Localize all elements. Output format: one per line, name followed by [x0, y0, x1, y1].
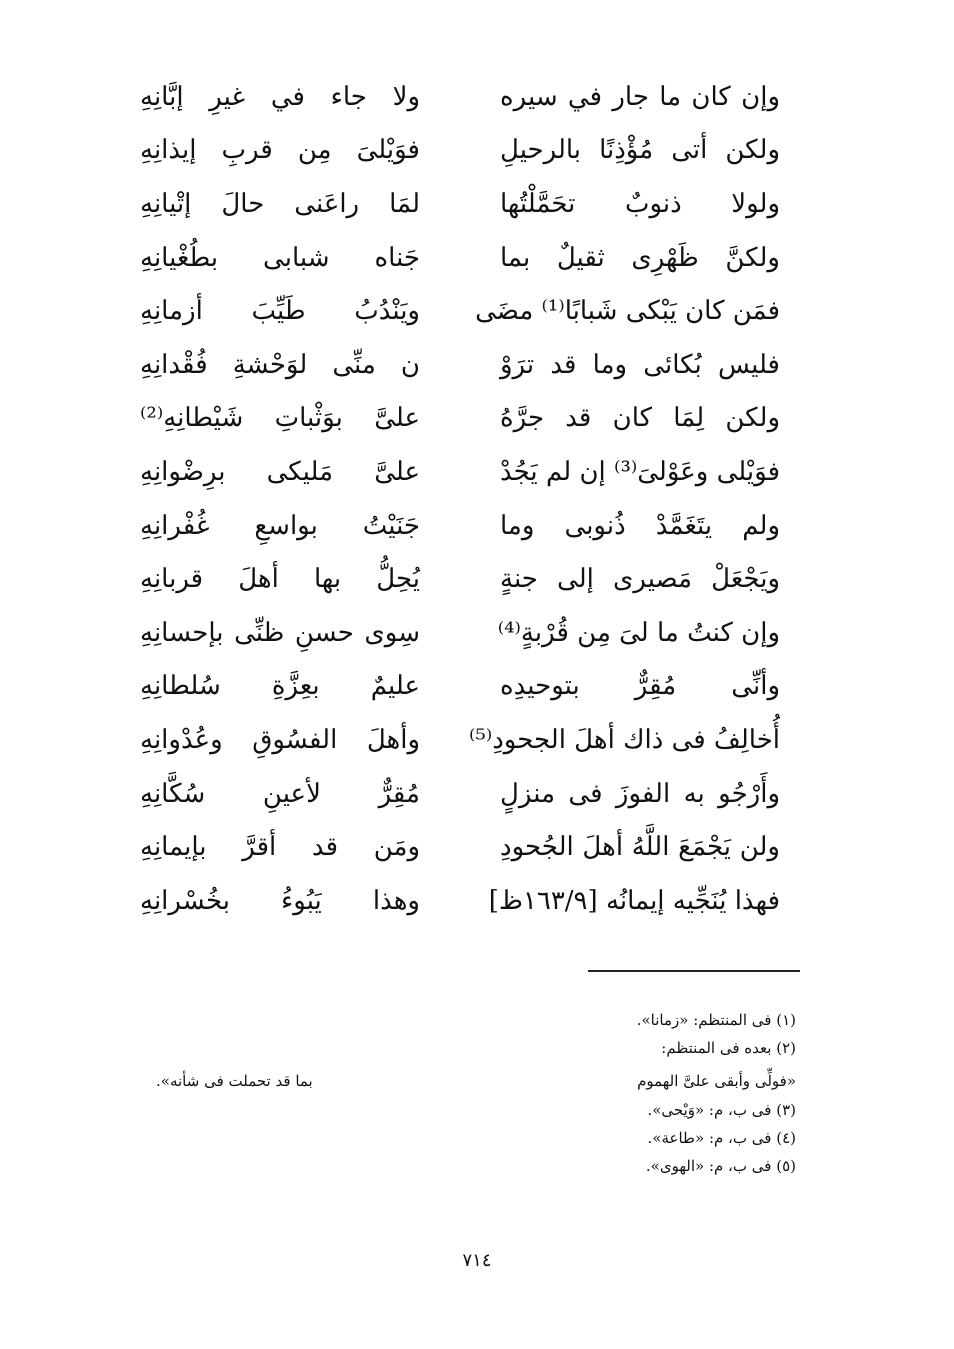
verse-right-hemistich: ويَجْعَلْ مَصيرى إلى جنةٍ: [500, 564, 780, 595]
verse-line: [140, 606, 780, 660]
verse-left-hemistich: يُحِلُّ بها أهلَ قربانِهِ: [140, 564, 420, 595]
poem-verses: [140, 70, 780, 928]
verse-line: [140, 338, 780, 392]
verse-left-hemistich: فوَيْلىَ مِن قربِ إيذانِهِ: [140, 135, 420, 166]
footnotes: [136, 1008, 796, 1182]
verse-right-hemistich: وأنِّى مُقِرٌّ بتوحيدِه: [500, 671, 780, 702]
verse-left-hemistich: علىَّ مَليكى برِضْوانِهِ: [140, 456, 420, 487]
verse-left-hemistich: ويَنْدُبُ طَيِّبَ أزمانِهِ: [140, 296, 420, 327]
verse-right-hemistich: أُخالِفُ فى ذاك أهلَ الجحودِ⁽⁵⁾: [468, 724, 780, 755]
verse-right-hemistich: ولم يتَغَمَّدْ ذُنوبى وما: [500, 510, 780, 541]
verse-left-hemistich: جَنَيْتُ بواسعِ غُفْرانِهِ: [140, 510, 420, 541]
verse-line: [140, 284, 780, 338]
verse-line: [140, 874, 780, 928]
verse-left-hemistich: ن منِّى لوَحْشةِ فُقْدانِهِ: [140, 349, 420, 380]
verse-right-hemistich: وأَرْجُو به الفوزَ فى منزلٍ: [500, 778, 780, 809]
footnote-1: (١) فى المنتظم: «زمانا».: [636, 1011, 796, 1029]
verse-line: [140, 445, 780, 499]
verse-line: [140, 70, 780, 124]
verse-left-hemistich: ومَن قد أقرَّ بإيمانِهِ: [140, 832, 420, 863]
verse-left-hemistich: لمَا راعَنى حالَ إتْيانِهِ: [140, 188, 420, 219]
verse-right-hemistich: فمَن كان يَبْكى شَبابًا⁽¹⁾ مضَى: [475, 296, 780, 327]
verse-right-hemistich: ولكنَّ ظَهْرِى ثقيلٌ بما: [500, 242, 780, 273]
verse-right-hemistich: ولولا ذنوبٌ تحَمَّلْتُها: [500, 188, 780, 219]
verse-line: [140, 177, 780, 231]
verse-line: [140, 767, 780, 821]
verse-left-hemistich: جَناه شبابى بطُغْيانِهِ: [140, 242, 420, 273]
verse-right-hemistich: فليس بُكائى وما قد ترَوْ: [500, 349, 780, 380]
footnote-3: (٣) فى ب، م: «وَيْحى».: [647, 1101, 796, 1119]
verse-right-hemistich: وإن كان ما جار في سيره: [500, 81, 780, 112]
verse-line: [140, 552, 780, 606]
footnote-2-quoted-verse: [156, 1064, 796, 1098]
footnote-4: (٤) فى ب، م: «طاعة».: [647, 1129, 796, 1147]
verse-right-hemistich: وإن كنتُ ما لىَ مِن قُرْبةٍ⁽⁴⁾: [497, 617, 780, 648]
verse-line: [140, 231, 780, 285]
verse-line: [140, 124, 780, 178]
verse-right-hemistich: فهذا يُنَجِّيه إيمانُه [١٦٣/٩ظ]: [488, 885, 780, 916]
verse-left-hemistich: مُقِرٌّ لأعينِ سُكَّانِهِ: [140, 778, 420, 809]
verse-left-hemistich: ولا جاء في غيرِ إبَّانِهِ: [140, 81, 420, 112]
footnote-5: (٥) فى ب، م: «الهوى».: [645, 1157, 796, 1175]
verse-line: [140, 499, 780, 553]
footnote-2-quote-first-hemistich: «فولِّى وأبقى علىَّ الهموم: [637, 1072, 796, 1090]
page-number: ٧١٤: [462, 1250, 492, 1271]
verse-left-hemistich: وهذا يَبُوءُ بخُسْرانِهِ: [140, 885, 420, 916]
verse-left-hemistich: علىَّ بوَثْباتِ شَيْطانِهِ⁽²⁾: [140, 403, 420, 434]
verse-right-hemistich: ولكن أتى مُؤْذِنًا بالرحيلِ: [500, 135, 780, 166]
verse-line: [140, 713, 780, 767]
verse-left-hemistich: عليمٌ بعِزَّةِ سُلطانِهِ: [140, 671, 420, 702]
footnote-2: (٢) بعده فى المنتظم:: [661, 1039, 796, 1057]
verse-right-hemistich: ولن يَجْمَعَ اللَّهُ أهلَ الجُحودِ: [500, 832, 780, 863]
verse-left-hemistich: سِوى حسنِ ظنِّى بإحسانِهِ: [140, 617, 420, 648]
footnote-divider: [588, 970, 800, 972]
verse-line: [140, 660, 780, 714]
verse-line: [140, 392, 780, 446]
verse-right-hemistich: ولكن لِمَا كان قد جرَّهُ: [500, 403, 780, 434]
verse-left-hemistich: وأهلَ الفسُوقِ وعُدْوانِهِ: [140, 724, 420, 755]
verse-right-hemistich: فوَيْلى وعَوْلىَ⁽³⁾ إن لم يَجُدْ: [500, 456, 781, 487]
verse-line: [140, 820, 780, 874]
footnote-2-quote-second-hemistich: بما قد تحملت فى شأنه».: [156, 1072, 313, 1090]
